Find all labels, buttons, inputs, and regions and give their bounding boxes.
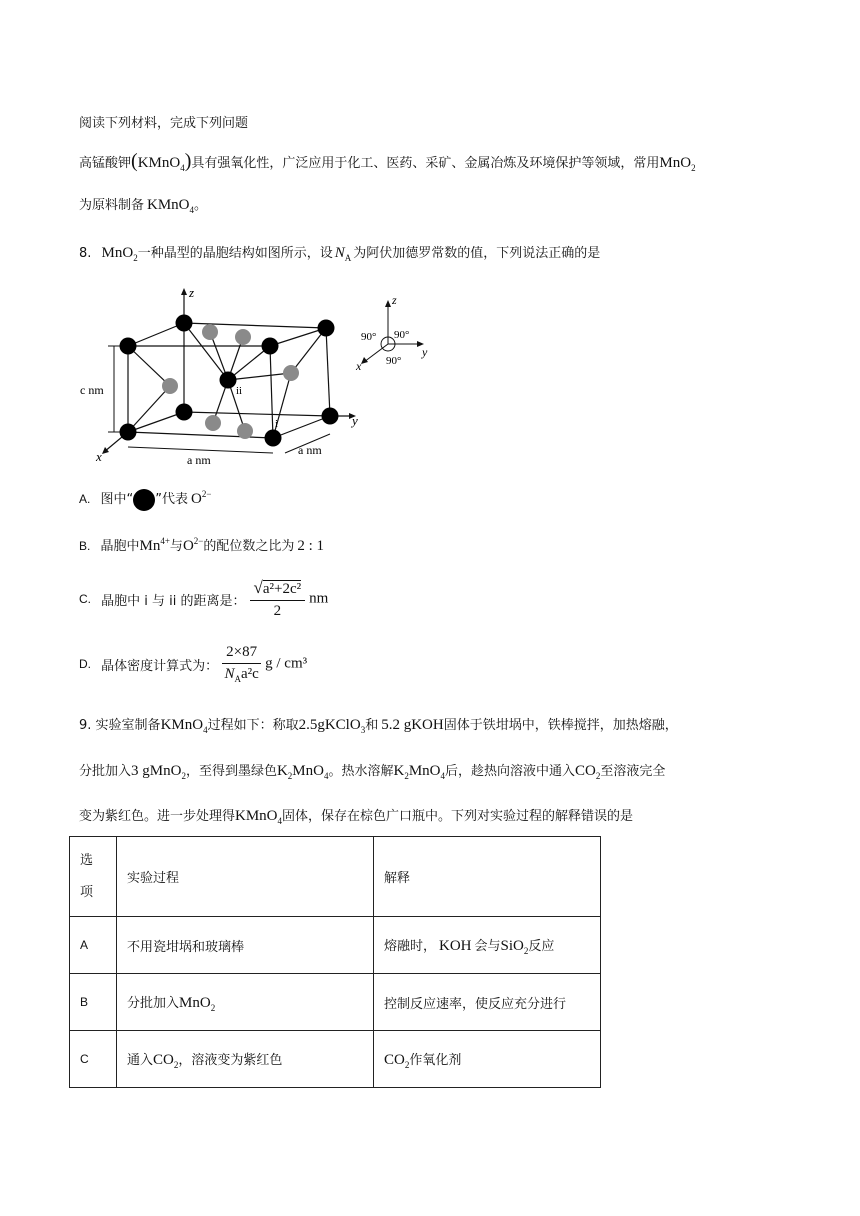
k2mno4-formula: $K_2MnO_4$ [276, 763, 329, 781]
large-atom [176, 404, 193, 421]
option-text: 与 [169, 539, 183, 554]
question-9-line-1 [79, 714, 678, 735]
header-process: 实验过程 [117, 837, 374, 917]
row-process: 不用瓷坩埚和玻璃棒 [117, 917, 374, 974]
oxide-ion: $O^{2-}$ [182, 536, 204, 554]
kmno4-formula: KMnO$_4$ [160, 717, 208, 735]
a-dimension-label: a nm [298, 443, 322, 457]
question-8-stem [79, 242, 600, 263]
axes-angle-diagram [352, 292, 442, 372]
option-8b[interactable] [79, 535, 324, 555]
fraction-denominator: 2 [273, 603, 282, 619]
density-fraction [222, 644, 261, 684]
oxide-ion: $O^{2-}$ [190, 489, 212, 507]
angle-label: 90° [394, 329, 410, 341]
option-text: 的配位数之比为 [203, 539, 295, 554]
large-atom [120, 338, 137, 355]
mno2-formula: MnO$_2$ [101, 245, 138, 263]
kmno4-formula: KMnO$_4$ [147, 197, 195, 215]
y-axis-label: y [352, 413, 358, 428]
large-atom [120, 424, 137, 441]
atom-ii [220, 372, 237, 389]
table-row[interactable] [70, 974, 601, 1031]
x-axis-label: x [356, 359, 362, 373]
table-row[interactable] [70, 917, 601, 974]
intro-text: 阅读下列材料，完成下列问题 [79, 116, 249, 131]
option-8a[interactable] [79, 488, 211, 511]
question-text: ，至得到墨绿色 [185, 764, 277, 779]
kmno4-formula-text: KMnO$_4$ [137, 155, 185, 173]
large-atom [318, 320, 335, 337]
material-text-b: 具有强氧化性，广泛应用于化工、医药、采矿、金属冶炼及环境保护等领域，常用 [191, 156, 660, 171]
kmno4-formula: KMnO$_4$ [235, 808, 283, 826]
question-text: 至溶液完全 [600, 764, 666, 779]
table-row[interactable] [70, 1031, 601, 1088]
question-text: 。热水溶解 [328, 764, 394, 779]
question-text: 分批加入 [79, 764, 132, 779]
sqrt-icon: √ [253, 578, 263, 597]
z-axis-label: z [392, 293, 397, 307]
question-text: 后，趁热向溶液中通入 [445, 764, 576, 779]
large-atom [262, 338, 279, 355]
material-line-1: 高锰酸钾(KMnO$_4$)具有强氧化性，广泛应用于化工、医药、采矿、金属冶炼及环境保护等领域，常用MnO$_2$ [79, 150, 696, 173]
small-atom [235, 329, 251, 345]
question-text: 一种晶型的晶胞结构如图所示，设 [137, 246, 333, 261]
x-axis-label: x [96, 449, 102, 464]
option-label: C. [79, 592, 91, 606]
row-explanation: 控制反应速率，使反应充分进行 [374, 974, 601, 1031]
option-text: ”代表 [155, 492, 188, 507]
material-line-2 [79, 194, 207, 215]
header-option: 选 项 [70, 837, 117, 917]
small-atom [283, 365, 299, 381]
small-atom [162, 378, 178, 394]
question-text-b: 为阿伏加德罗常数的值，下列说法正确的是 [353, 246, 601, 261]
options-table [69, 836, 601, 1088]
avogadro-symbol: $N_A$ [334, 245, 352, 263]
co2-formula: $CO_2$ [575, 763, 601, 781]
atom-ii-label: ii [236, 385, 243, 397]
question-text: 过程如下：称取 [207, 718, 299, 733]
row-option: C [70, 1031, 117, 1088]
row-process: 通入$CO_2$，溶液变为紫红色 [117, 1031, 374, 1088]
option-text: 晶胞中 [100, 539, 140, 554]
question-number: 8. [79, 246, 92, 261]
question-text: 和 [365, 718, 379, 733]
fraction-numerator: a²+2c² [262, 581, 302, 597]
question-text: 实验室制备 [95, 718, 161, 733]
option-text: 图中“ [100, 492, 134, 507]
table-header-row [70, 837, 601, 917]
row-explanation: $CO_2$作氧化剂 [374, 1031, 601, 1088]
koh-amount: 5.2 gKOH [381, 717, 444, 733]
large-atom [176, 315, 193, 332]
distance-fraction [250, 578, 306, 620]
unit: g / cm³ [265, 655, 308, 672]
a-dimension-label: a nm [187, 453, 211, 467]
question-9-line-2 [79, 760, 665, 781]
z-axis-label: z [189, 285, 195, 300]
kclo3-amount: 2.5gKClO$_3$ [298, 717, 366, 735]
atom-i-label: i [275, 418, 279, 430]
angle-label: 90° [361, 331, 377, 343]
option-label: D. [79, 657, 91, 671]
question-text: 固体于铁坩埚中，铁棒搅拌，加热熔融， [443, 718, 678, 733]
atom-i [265, 430, 282, 447]
option-8d[interactable] [79, 644, 307, 684]
mno2-formula: MnO$_2$ [659, 155, 696, 173]
question-number: 9. [79, 718, 92, 733]
angle-label: 90° [386, 355, 402, 367]
material-text: 高锰酸钾 [79, 156, 132, 171]
option-text: 晶体密度计算式为： [101, 658, 219, 674]
header-explanation: 解释 [374, 837, 601, 917]
period: 。 [194, 198, 208, 213]
option-text: 晶胞中 i 与 ii 的距离是： [101, 593, 246, 609]
k2mno4-formula: $K_2MnO_4$ [393, 763, 445, 781]
row-option: A [70, 917, 117, 974]
ratio-value: 2 : 1 [297, 538, 325, 554]
small-atom [202, 324, 218, 340]
black-ball-icon [133, 489, 155, 511]
small-atom [205, 415, 221, 431]
question-text: 固体，保存在棕色广口瓶中。下列对实验过程的解释错误的是 [282, 809, 634, 824]
fraction-denominator: $N_Aa^2c$ [224, 666, 259, 684]
material-text: 为原料制备 [79, 198, 145, 213]
mn-ion: $Mn^{4+}$ [139, 536, 170, 554]
unit: nm [309, 590, 329, 607]
row-option: B [70, 974, 117, 1031]
kmno4-formula: ( [131, 150, 138, 172]
option-label: A. [79, 492, 91, 506]
question-text: 变为紫红色。进一步处理得 [79, 809, 236, 824]
option-8c[interactable] [79, 578, 328, 620]
row-process: 分批加入MnO$_2$ [117, 974, 374, 1031]
mno2-amount: 3 gMnO$_2$ [131, 763, 186, 781]
row-explanation: 熔融时， KOH 会与SiO$_2$反应 [374, 917, 601, 974]
fraction-numerator: 2×87 [222, 644, 261, 664]
large-atom [322, 408, 339, 425]
option-label: B. [79, 539, 91, 553]
question-9-line-3 [79, 805, 633, 826]
y-axis-label: y [422, 345, 428, 359]
c-dimension-label: c nm [80, 383, 104, 397]
small-atom [237, 423, 253, 439]
